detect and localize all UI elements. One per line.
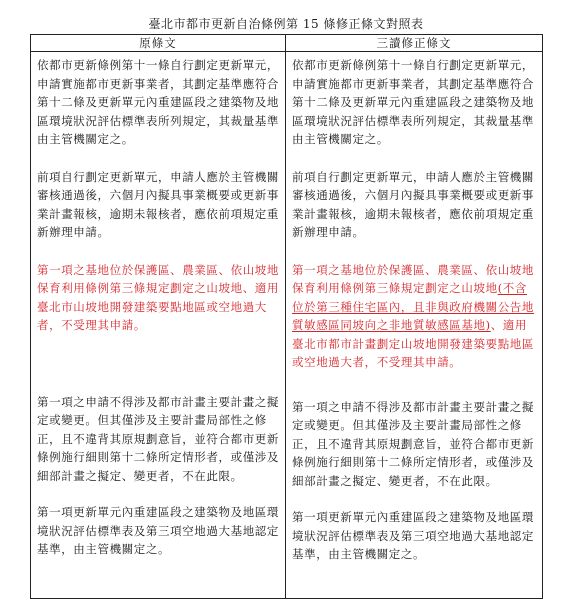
original-paragraph-4: 第一項之申請不得涉及都市計畫主要計畫之擬定或變更。但其僅涉及主要計畫局部性之修正，且不違背其原規劃意旨，並符合都市更新條例施行細則第十二條所定情形者，或僅涉及細部計畫之擬定、變更者，不在此限。 bbox=[37, 394, 279, 483]
original-paragraph-2: 前項自行劃定更新單元，申請人應於主管機關審核通過後，六個月內擬具事業概要或更新事業計畫報核，逾期未報核者，應依前項規定重新辦理申請。 bbox=[37, 169, 279, 239]
comparison-table bbox=[30, 34, 543, 599]
document-title: 臺北市都市更新自治條例第 15 條修正條文對照表 bbox=[148, 17, 424, 31]
original-column bbox=[31, 52, 286, 599]
header-amended: 三讀修正條文 bbox=[286, 35, 543, 52]
amended-paragraph-2: 前項自行劃定更新單元，申請人應於主管機關審核通過後，六個月內擬具事業概要或更新事業計畫報核，逾期未報核者，應依前項規定重新辦理申請。 bbox=[292, 169, 534, 239]
amended-paragraph-3-part-a: 第一項之基地位於保護區、農業區、依山坡地保育利用條例第三條規定劃定之山坡地 bbox=[292, 262, 534, 295]
original-paragraph-3: 第一項之基地位於保護區、農業區、依山坡地保育利用條例第三條規定劃定之山坡地、適用臺北市山坡地開發建築要點地區或空地過大者，不受理其申請。 bbox=[37, 262, 279, 332]
amended-paragraph-4: 第一項之申請不得涉及都市計畫主要計畫之擬定或變更。但其僅涉及主要計畫局部性之修正，且不違背其原規劃意旨，並符合都市更新條例施行細則第十二條所定情形者，或僅涉及細部計畫之擬定、變更者，不在此限。 bbox=[292, 399, 534, 488]
amended-paragraph-5: 第一項更新單元內重建區段之建築物及地區環境狀況評估標準表及第三項空地過大基地認定基準，由主管機關定之。 bbox=[292, 510, 534, 561]
amended-column bbox=[286, 52, 543, 599]
comparison-document bbox=[30, 16, 542, 599]
header-row bbox=[31, 35, 543, 52]
content-row bbox=[31, 52, 543, 599]
amended-paragraph-3 bbox=[292, 261, 536, 372]
amended-paragraph-3-part-c: 、適用臺北市都市計畫劃定山坡地開發建築要點地區或空地過大者，不受理其申請。 bbox=[292, 318, 534, 369]
header-original: 原條文 bbox=[31, 35, 286, 52]
original-paragraph-1: 依都市更新條例第十一條自行劃定更新單元，申請實施都市更新事業者，其劃定基準應符合第十二條及更新單元內重建區段之建築物及地區環境狀況評估標準表所列規定，其裁量基準由主管機關定之。 bbox=[37, 58, 279, 146]
amended-paragraph-1: 依都市更新條例第十一條自行劃定更新單元，申請實施都市更新事業者，其劃定基準應符合第十二條及更新單元內重建區段之建築物及地區環境狀況評估標準表所列規定，其裁量基準由主管機關定之。 bbox=[292, 58, 534, 146]
amended-paragraph-3-inserted-clause: (不含位於第三種住宅區內，且非與政府機關公告地質敏感區同坡向之非地質敏感區基地) bbox=[292, 281, 534, 332]
original-paragraph-5: 第一項更新單元內重建區段之建築物及地區環境狀況評估標準表及第三項空地過大基地認定基準，由主管機關定之。 bbox=[37, 505, 279, 556]
